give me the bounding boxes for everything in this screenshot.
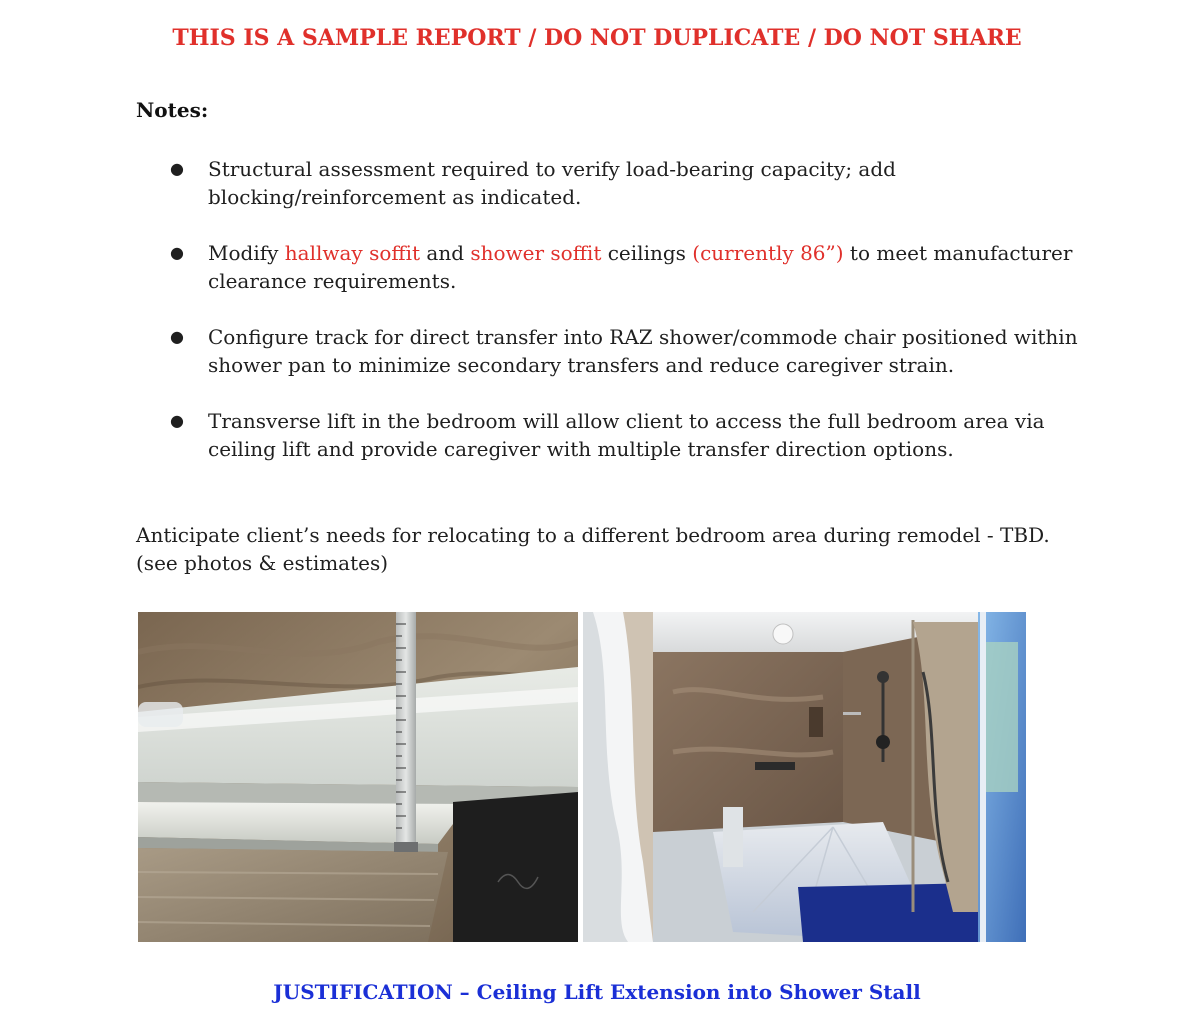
shower-soffit-highlight: shower soffit xyxy=(470,241,602,265)
note-text xyxy=(208,241,1072,293)
note-segment: ceilings xyxy=(601,241,693,265)
note-item xyxy=(136,155,1096,211)
bullet-icon: ● xyxy=(170,327,184,346)
ceiling-height-highlight: (currently 86”) xyxy=(692,241,844,265)
note-segment: to meet manufacturer clearance requirements. xyxy=(208,241,1073,293)
notes-heading: Notes: xyxy=(136,98,209,122)
relocation-line: Anticipate client’s needs for relocating to a different bedroom area during remodel - TBD. xyxy=(136,523,1050,547)
note-segment: Modify xyxy=(208,241,285,265)
tape-measure-photo xyxy=(138,612,578,942)
note-item xyxy=(136,239,1096,295)
bullet-icon: ● xyxy=(170,411,184,430)
bullet-icon: ● xyxy=(170,159,184,178)
note-item xyxy=(136,407,1096,463)
hallway-soffit-highlight: hallway soffit xyxy=(284,241,421,265)
note-text: Structural assessment required to verify load-bearing capacity; add blocking/reinforcement as indicated. xyxy=(208,157,896,209)
sample-report-banner: THIS IS A SAMPLE REPORT / DO NOT DUPLICATE / DO NOT SHARE xyxy=(172,25,1022,51)
bullet-icon: ● xyxy=(170,243,184,262)
photos-reference-line: (see photos & estimates) xyxy=(136,551,389,575)
shower-stall-photo xyxy=(583,612,1026,942)
note-item xyxy=(136,323,1096,379)
justification-heading: JUSTIFICATION – Ceiling Lift Extension into Shower Stall xyxy=(273,980,921,1004)
note-segment: and xyxy=(420,241,471,265)
notes-list xyxy=(136,155,1096,491)
note-text: Transverse lift in the bedroom will allow client to access the full bedroom area via ceiling lift and provide caregiver with multiple transfer direction options. xyxy=(208,409,1045,461)
relocation-paragraph xyxy=(136,521,1096,577)
note-text: Configure track for direct transfer into RAZ shower/commode chair positioned within shower pan to minimize secondary transfers and reduce caregiver strain. xyxy=(208,325,1078,377)
